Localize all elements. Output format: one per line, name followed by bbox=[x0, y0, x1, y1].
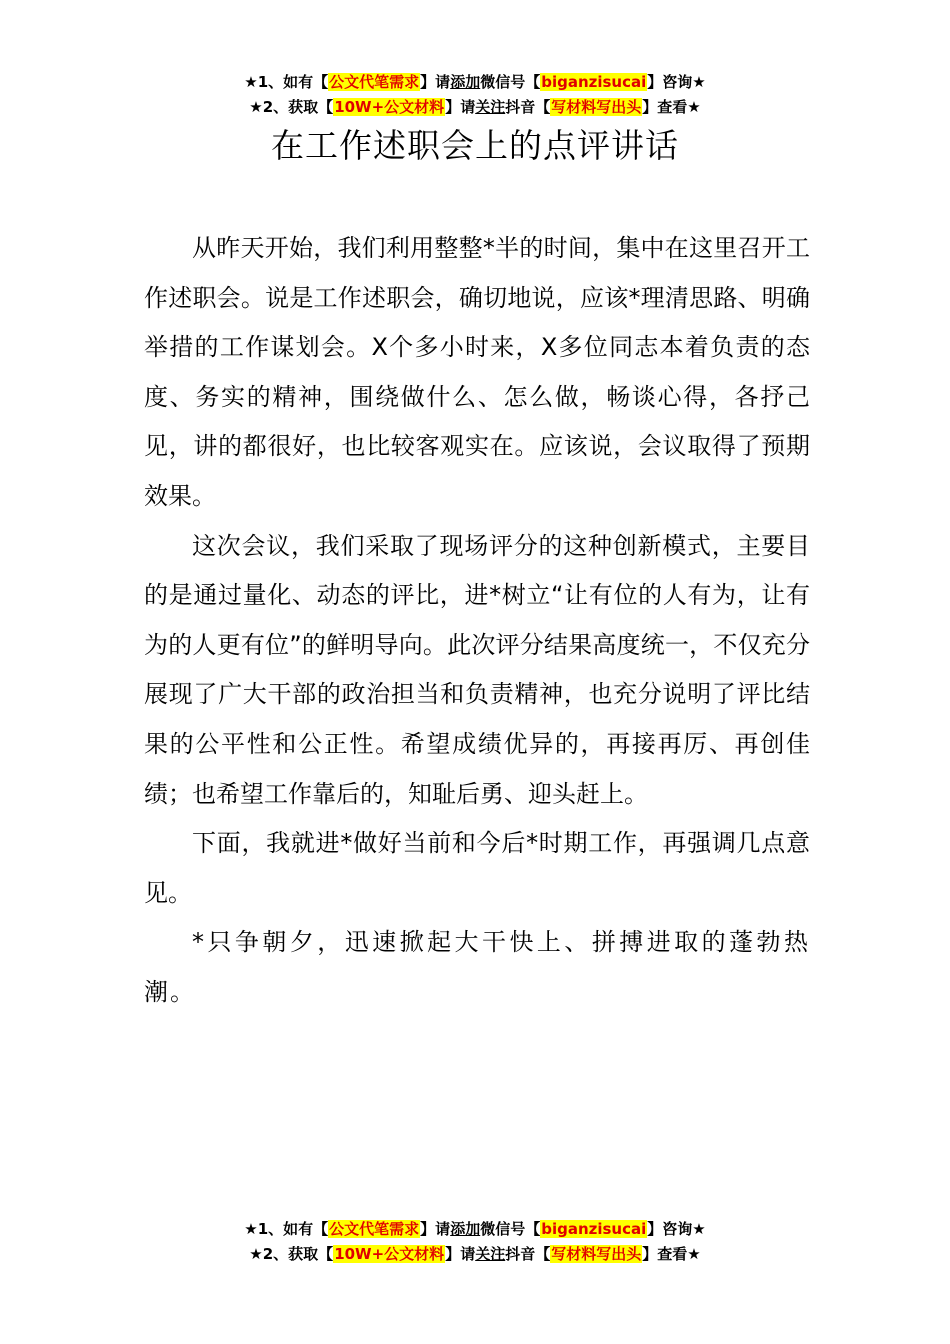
banner-text: ★2、获取【 bbox=[249, 1245, 334, 1263]
banner-text: 】咨询★ bbox=[647, 73, 706, 91]
banner-text: 】请 bbox=[445, 1245, 476, 1263]
document-body bbox=[144, 224, 810, 1018]
banner-line-1 bbox=[0, 1217, 950, 1242]
footer-banner bbox=[0, 1217, 950, 1267]
banner-line-1 bbox=[0, 70, 950, 95]
highlight-wechat-id: biganzisucai bbox=[541, 73, 647, 91]
banner-line-2 bbox=[0, 1242, 950, 1267]
banner-text: 】查看★ bbox=[642, 1245, 701, 1263]
paragraph-1: 从昨天开始，我们利用整整*半的时间，集中在这里召开工作述职会。说是工作述职会，确切地说，应该*理清思路、明确举措的工作谋划会。X个多小时来，X多位同志本着负责的态度、务实的精神，围绕做什么、怎么做，畅谈心得，各抒己见，讲的都很好，也比较客观实在。应该说，会议取得了预期效果。 bbox=[144, 234, 810, 510]
banner-text: 】请 bbox=[420, 73, 451, 91]
banner-text: 抖音【 bbox=[505, 1245, 551, 1263]
banner-text: 】咨询★ bbox=[647, 1220, 706, 1238]
highlight-service: 公文代笔需求 bbox=[329, 73, 420, 91]
banner-emphasis: 关注 bbox=[475, 1245, 506, 1263]
paragraph-4: *只争朝夕，迅速掀起大干快上、拼搏进取的蓬勃热潮。 bbox=[144, 928, 810, 1006]
banner-emphasis: 添加 bbox=[450, 1220, 481, 1238]
banner-emphasis: 添加 bbox=[450, 73, 481, 91]
banner-text: ★2、获取【 bbox=[249, 98, 334, 116]
banner-emphasis: 关注 bbox=[475, 98, 506, 116]
highlight-materials: 10W+公文材料 bbox=[334, 1245, 445, 1263]
paragraph-2: 这次会议，我们采取了现场评分的这种创新模式，主要目的是通过量化、动态的评比，进*树立“让有位的人有为，让有为的人更有位”的鲜明导向。此次评分结果高度统一，不仅充分展现了广大干部的政治担当和负责精神，也充分说明了评比结果的公平性和公正性。希望成绩优异的，再接再厉、再创佳绩；也希望工作靠后的，知耻后勇、迎头赶上。 bbox=[144, 531, 810, 808]
banner-text: 】查看★ bbox=[642, 98, 701, 116]
paragraph-3: 下面，我就进*做好当前和今后*时期工作，再强调几点意见。 bbox=[144, 829, 810, 907]
highlight-service: 公文代笔需求 bbox=[329, 1220, 420, 1238]
banner-line-2 bbox=[0, 95, 950, 120]
banner-text: 抖音【 bbox=[505, 98, 551, 116]
banner-text: 】请 bbox=[445, 98, 476, 116]
banner-text: 】请 bbox=[420, 1220, 451, 1238]
document-title: 在工作述职会上的点评讲话 bbox=[271, 126, 679, 165]
highlight-douyin-account: 写材料写出头 bbox=[551, 1245, 642, 1263]
banner-text: ★1、如有【 bbox=[244, 73, 329, 91]
highlight-materials: 10W+公文材料 bbox=[334, 98, 445, 116]
header-banner bbox=[0, 70, 950, 120]
banner-text: ★1、如有【 bbox=[244, 1220, 329, 1238]
highlight-wechat-id: biganzisucai bbox=[541, 1220, 647, 1238]
banner-text: 微信号【 bbox=[480, 1220, 541, 1238]
highlight-douyin-account: 写材料写出头 bbox=[551, 98, 642, 116]
banner-text: 微信号【 bbox=[480, 73, 541, 91]
